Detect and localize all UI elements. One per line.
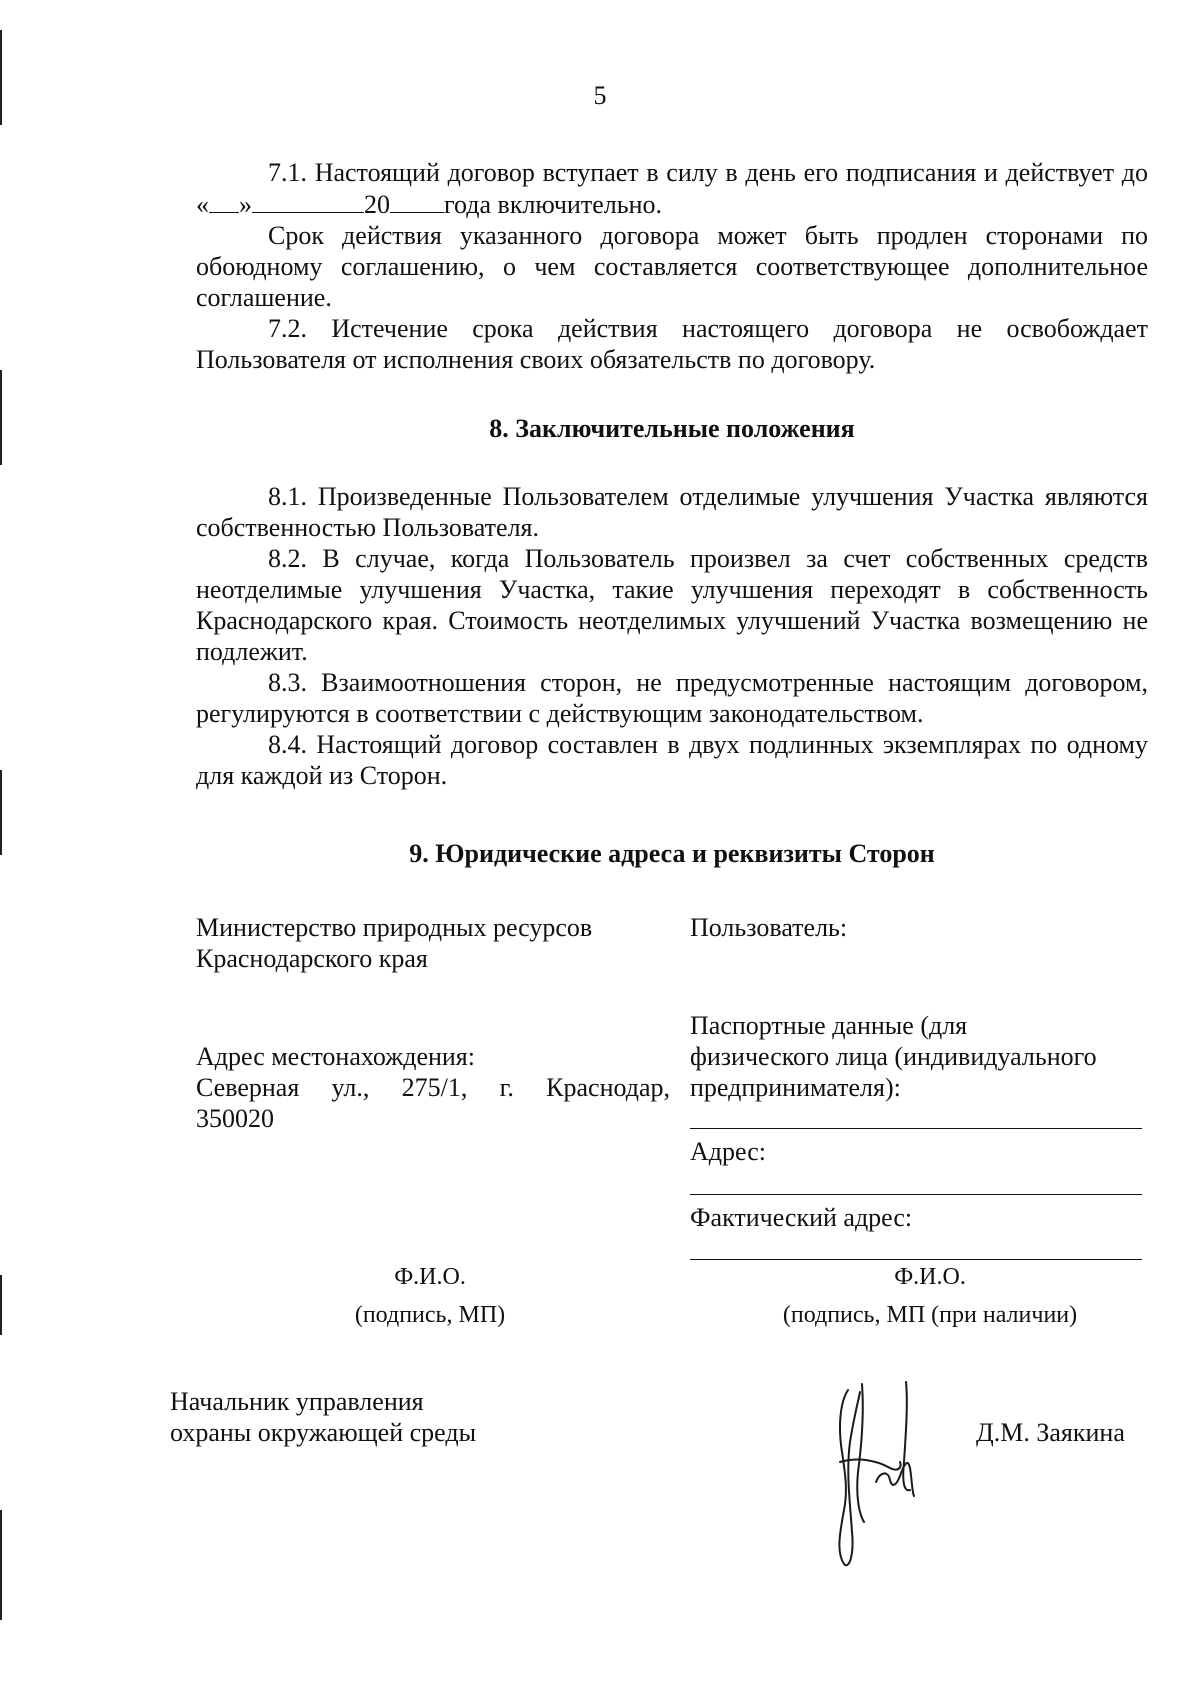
quote-close: » [239, 190, 252, 219]
ministry-address-line1: Северная ул., 275/1, г. Краснодар, [196, 1073, 670, 1102]
ministry-name-line1: Министерство природных ресурсов [196, 913, 593, 942]
user-fio-caption: Ф.И.О. [894, 1264, 966, 1290]
scan-edge-mark [0, 1510, 2, 1620]
signatory-name: Д.М. Заякина [976, 1418, 1125, 1447]
scan-edge-mark [0, 370, 2, 465]
user-label: Пользователь: [690, 913, 848, 942]
paragraph-8-2: 8.2. В случае, когда Пользователь произвел за счет собственных средств неотделимые улучшения Участка, такие улучшения переходят в собственность Краснодарского края. Стоимость неотделимых улучшений Участка возмещению не подлежит. [196, 544, 1148, 666]
scan-edge-mark [0, 770, 2, 855]
user-address [690, 1136, 1150, 1167]
address-fill-line [690, 1194, 1142, 1195]
signatory-title-line1: Начальник управления [170, 1387, 424, 1416]
page-number: 5 [593, 81, 607, 110]
ministry-address-label: Адрес местонахождения: [196, 1042, 475, 1071]
user-title [690, 912, 1150, 943]
month-blank [252, 188, 364, 213]
section-7 [196, 157, 1148, 375]
passport-line2: физического лица (индивидуального [690, 1042, 1097, 1071]
paragraph-7-1-extension: Срок действия указанного договора может быть продлен сторонами по обоюдному соглашению, о чем составляется соответствующее дополнительное соглашение. [196, 221, 1148, 312]
paragraph-8-4: 8.4. Настоящий договор составлен в двух подлинных экземплярах по одному для каждой из Сторон. [196, 730, 1148, 790]
ministry-address-block [196, 1041, 670, 1134]
passport-line1: Паспортные данные (для [690, 1011, 968, 1040]
paragraph-7-2: 7.2. Истечение срока действия настоящего договора не освобождает Пользователя от исполнения своих обязательств по договору. [196, 314, 1148, 374]
year-prefix: 20 [364, 190, 390, 219]
section-9-heading: 9. Юридические адреса и реквизиты Сторон [409, 839, 935, 868]
ministry-fio-caption: Ф.И.О. [394, 1264, 466, 1290]
user-address-label: Адрес: [690, 1137, 766, 1166]
signatory-title-line2: охраны окружающей среды [170, 1418, 477, 1447]
scan-edge-mark [0, 1275, 2, 1335]
section-8-heading: 8. Заключительные положения [489, 414, 855, 443]
paragraph-8-1: 8.1. Произведенные Пользователем отделимые улучшения Участка являются собственностью Пользователя. [196, 482, 1148, 542]
passport-line3: предпринимателя): [690, 1073, 901, 1102]
paragraph-7-1-text: 7.1. Настоящий договор вступает в силу в день его подписания и действует до « [196, 158, 1148, 219]
handwritten-signature [818, 1372, 928, 1572]
user-actual-address-label: Фактический адрес: [690, 1203, 913, 1232]
day-blank [209, 188, 239, 213]
user-sign-caption: (подпись, МП (при наличии) [782, 1302, 1078, 1328]
ministry-name-line2: Краснодарского края [196, 944, 428, 973]
passport-fill-line [690, 1128, 1142, 1129]
paragraph-8-3: 8.3. Взаимоотношения сторон, не предусмотренные настоящим договором, регулируются в соответствии с действующим законодательством. [196, 668, 1148, 728]
ministry-block [196, 912, 670, 974]
ministry-sign-caption: (подпись, МП) [354, 1302, 506, 1328]
paragraph-7-1 [196, 157, 1148, 220]
actual-address-fill-line [690, 1259, 1142, 1260]
passport-block [690, 1010, 1150, 1103]
paragraph-7-1-end: года включительно. [444, 190, 662, 219]
section-8 [196, 481, 1148, 791]
user-actual-address [690, 1202, 1150, 1233]
ministry-address-line2: 350020 [196, 1104, 274, 1133]
year-blank [390, 188, 444, 213]
